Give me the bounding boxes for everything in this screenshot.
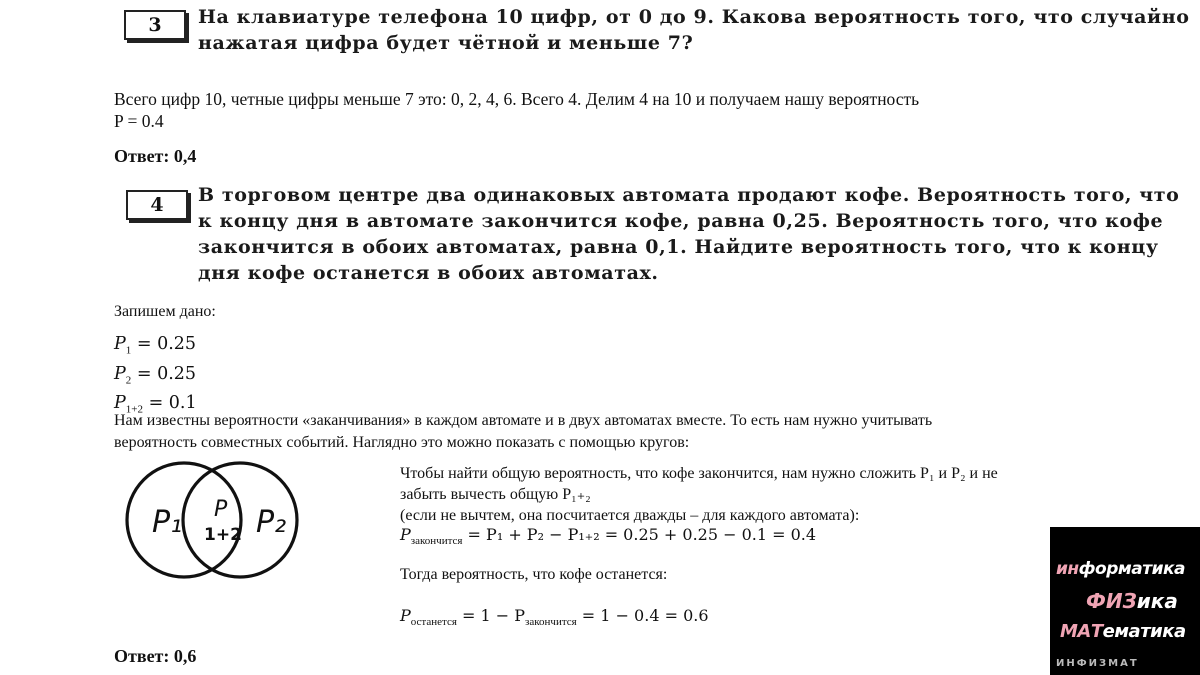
venn-label-center-top: P (214, 497, 228, 522)
explanation-line: Нам известны вероятности «заканчивания» в каждом автомате и в двух автоматах вместе. То есть нам нужно учитывать (114, 412, 933, 429)
given-label: Запишем дано: (114, 303, 216, 320)
given-p1: $P_1 = 0.25$ (114, 334, 197, 357)
task-4-question (198, 182, 1179, 286)
task-4-question-line: к концу дня в автомате закончится кофе, равна 0,25. Вероятность того, что кофе (198, 210, 1164, 232)
given-values (114, 332, 197, 421)
task-3-question-line: нажатая цифра будет чётной и меньше 7? (198, 32, 694, 54)
task-4-question-line: дня кофе останется в обоих автоматах. (198, 262, 659, 284)
logo-line-fizika: ФИЗика (1086, 589, 1178, 613)
task-3-solution (114, 88, 919, 132)
logo-line-infizmat: ИНФИЗМАТ (1056, 658, 1139, 669)
given-p12: $P_{1+2} = 0.1$ (114, 393, 197, 416)
task-4-question-line: закончится в обоих автоматах, равна 0,1. Найдите вероятность того, что к концу (198, 236, 1159, 258)
right-explanation-line: забыть вычесть общую P₁₊₂ (400, 486, 591, 503)
venn-label-center-bottom: 1+2 (204, 525, 242, 545)
task-4-number: 4 (150, 194, 164, 216)
venn-diagram (118, 456, 318, 586)
formula-finish: $P_{закончится} = P_1 + P_2 - P_{1+2} = 0.25 + 0.25 - 0.1 = 0.4$ (400, 525, 817, 548)
task-4-answer: Ответ: 0,6 (114, 646, 197, 666)
venn-label-right: P₂ (256, 505, 287, 540)
then-text: Тогда вероятность, что кофе останется: (400, 566, 668, 583)
task-3-question (198, 4, 1190, 56)
venn-label-left: P₁ (152, 505, 183, 540)
given-p2: $P_2 = 0.25$ (114, 363, 197, 386)
right-explanation-line: Чтобы найти общую вероятность, что кофе закончится, нам нужно сложить P₁ и P₂ и не (400, 465, 998, 482)
explanation-line: вероятность совместных событий. Наглядно это можно показать с помощью кругов: (114, 434, 690, 451)
task-4-number-box (126, 190, 188, 220)
logo-line-informatika: информатика (1056, 559, 1186, 579)
task-3-number-box (124, 10, 186, 40)
infizmat-logo (1050, 527, 1200, 675)
right-explanation (400, 463, 998, 526)
logo-line-matematika: МАТематика (1060, 621, 1186, 642)
task-3-answer: Ответ: 0,4 (114, 146, 197, 166)
task-3-question-line: На клавиатуре телефона 10 цифр, от 0 до 9. Какова вероятность того, что случайно (198, 6, 1190, 28)
task-3-solution-line: P = 0.4 (114, 111, 164, 131)
formula-remain: $P_{останется} = 1 - P_{закончится} = 1 - 0.4 = 0.6$ (400, 606, 709, 629)
task-3-solution-line: Всего цифр 10, четные цифры меньше 7 это: 0, 2, 4, 6. Всего 4. Делим 4 на 10 и получаем нашу вероятность (114, 89, 920, 109)
right-explanation-line: (если не вычтем, она посчитается дважды – для каждого автомата): (400, 507, 860, 524)
task-3-number: 3 (148, 14, 162, 36)
explanation (114, 410, 932, 454)
task-4-question-line: В торговом центре два одинаковых автомата продают кофе. Вероятность того, что (198, 184, 1180, 206)
